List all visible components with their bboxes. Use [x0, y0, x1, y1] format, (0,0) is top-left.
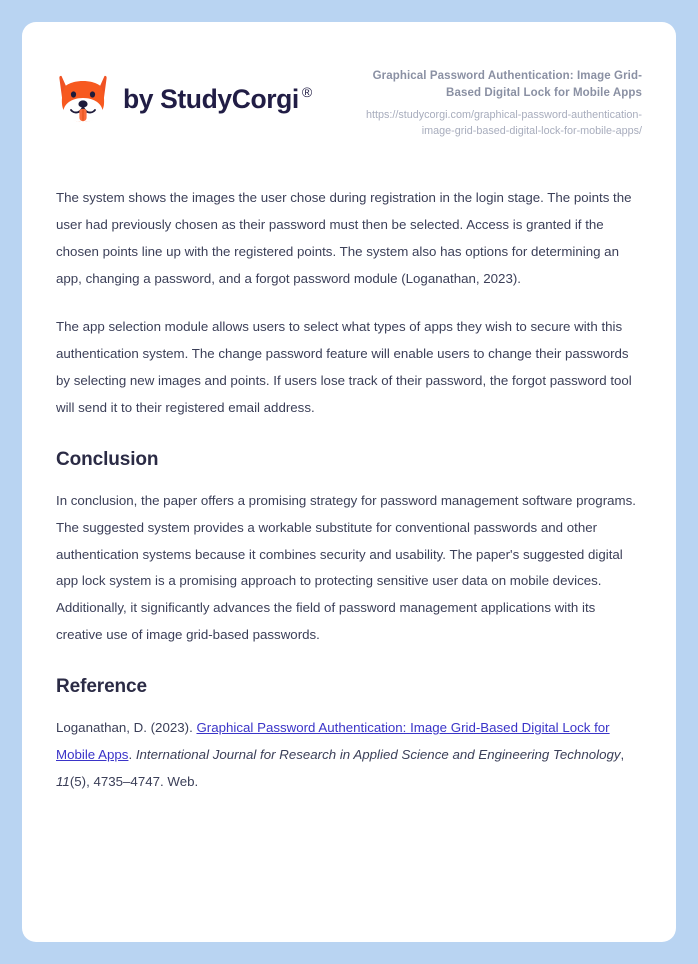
corgi-face-icon	[56, 72, 110, 126]
reference-author-year: Loganathan, D. (2023).	[56, 720, 197, 736]
reference-separator: .	[128, 746, 136, 762]
document-body	[22, 185, 676, 796]
reference-article-link[interactable]: Graphical Password Authentication: Image Grid-Based Digital Lock for Mobile Apps	[56, 720, 610, 762]
body-paragraph: The system shows the images the user chose during registration in the login stage. The points the user had previously chosen as their password must then be selected. Access is granted if the chosen points line up with the registered points. The system also has options for determining an app, changing a password, and a forgot password module (Loganathan, 2023).	[56, 190, 632, 286]
brand-wordmark	[123, 84, 312, 115]
brand-name: by StudyCorgi	[123, 83, 299, 114]
registered-trademark-icon: ®	[301, 83, 312, 100]
document-url[interactable]: https://studycorgi.com/graphical-password-authentication-image-grid-based-digital-lock-for-mobile-apps/	[365, 109, 642, 137]
reference-issue-pages: (5), 4735–4747. Web.	[69, 773, 199, 789]
brand-logo[interactable]	[56, 66, 312, 126]
document-header	[22, 22, 676, 139]
section-heading-conclusion: Conclusion	[56, 448, 159, 470]
reference-citation	[56, 715, 642, 796]
reference-comma: ,	[620, 746, 625, 762]
document-title: Graphical Password Authentication: Image Grid-Based Digital Lock for Mobile Apps	[372, 70, 642, 99]
section-heading-reference: Reference	[56, 676, 147, 698]
body-paragraph: The app selection module allows users to select what types of apps they wish to secure with this authentication system. The change password feature will enable users to change their passwords by selecting new images and points. If users lose track of their password, the forgot password tool will send it to their registered email address.	[56, 319, 632, 416]
header-document-meta	[312, 66, 642, 139]
document-page-card	[22, 22, 676, 942]
conclusion-paragraph: In conclusion, the paper offers a promising strategy for password management software programs. The suggested system provides a workable substitute for conventional passwords and other authentication systems because it combines security and usability. The paper's suggested digital app lock system is a promising approach to protecting sensitive user data on mobile devices. Additionally, it significantly advances the field of password management applications with its creative use of image grid-based passwords.	[56, 492, 636, 643]
reference-journal-name: International Journal for Research in Applied Science and Engineering Technology	[135, 746, 621, 762]
reference-volume: 11	[56, 773, 70, 789]
